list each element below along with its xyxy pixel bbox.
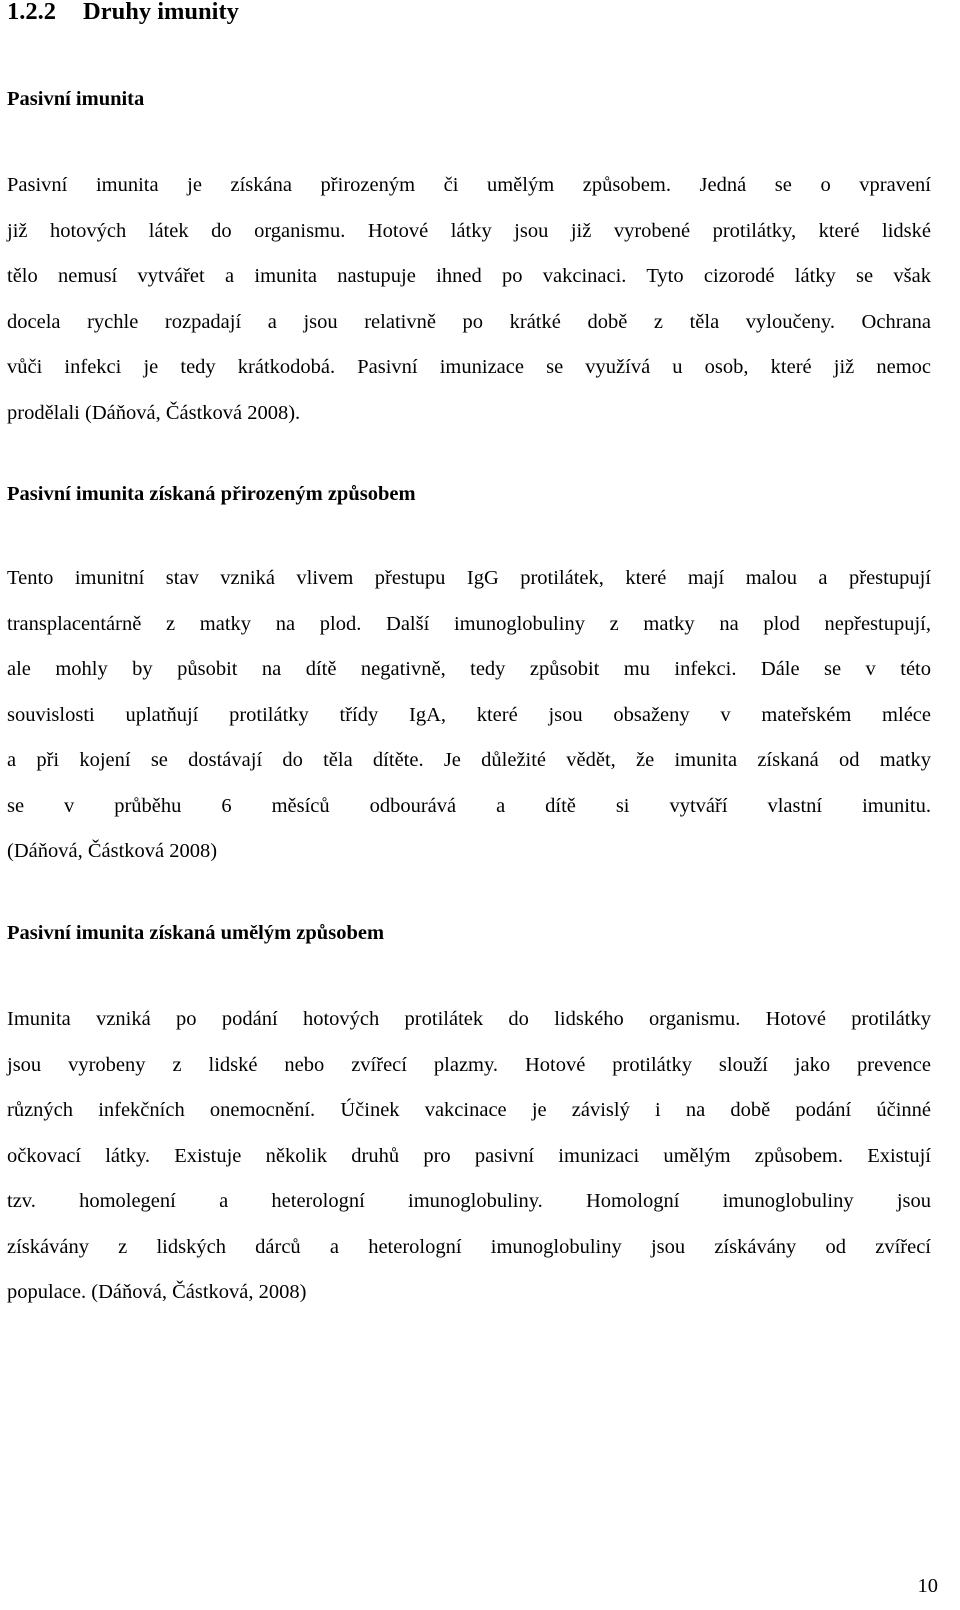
- paragraph-line: vůči infekci je tedy krátkodobá. Pasivní imunizace se využívá u osob, které již nemoc: [7, 356, 931, 378]
- paragraph-line: Tento imunitní stav vzniká vlivem přestupu IgG protilátek, které mají malou a přestupují: [7, 567, 931, 589]
- paragraph-line: různých infekčních onemocnění. Účinek vakcinace je závislý i na době podání účinné: [7, 1099, 931, 1121]
- paragraph-line: tělo nemusí vytvářet a imunita nastupuje ihned po vakcinaci. Tyto cizorodé látky se však: [7, 265, 931, 287]
- heading-passive-immunity: Pasivní imunita: [7, 88, 145, 110]
- section-number: 1.2.2: [7, 0, 56, 25]
- paragraph-line: očkovací látky. Existuje několik druhů pro pasivní imunizaci umělým způsobem. Existují: [7, 1144, 931, 1167]
- paragraph-line: se v průběhu 6 měsíců odbourává a dítě si vytváří vlastní imunitu.: [7, 794, 931, 817]
- paragraph-line: transplacentárně z matky na plod. Další imunoglobuliny z matky na plod nepřestupují,: [7, 612, 931, 635]
- heading-artificial-passive-immunity: Pasivní imunita získaná umělým způsobem: [7, 922, 385, 944]
- section-heading: [7, 0, 239, 26]
- paragraph-line: jsou vyrobeny z lidské nebo zvířecí plazmy. Hotové protilátky slouží jako prevence: [7, 1053, 931, 1076]
- paragraph-line: docela rychle rozpadají a jsou relativně po krátké době z těla vyloučeny. Ochrana: [7, 310, 931, 333]
- paragraph-artificial-passive-immunity: [7, 997, 931, 1316]
- paragraph-natural-passive-immunity: [7, 556, 931, 875]
- paragraph-line: populace. (Dáňová, Částková, 2008): [7, 1281, 307, 1303]
- paragraph-line: ale mohly by působit na dítě negativně, tedy způsobit mu infekci. Dále se v této: [7, 658, 931, 680]
- paragraph-line: získávány z lidských dárců a heterologní imunoglobuliny jsou získávány od zvířecí: [7, 1235, 931, 1258]
- paragraph-line: Imunita vzniká po podání hotových protilátek do lidského organismu. Hotové protilátky: [7, 1008, 931, 1030]
- page-number: 10: [917, 1575, 938, 1597]
- paragraph-line: (Dáňová, Částková 2008): [7, 840, 218, 862]
- paragraph-line: a při kojení se dostávají do těla dítěte. Je důležité vědět, že imunita získaná od matky: [7, 749, 931, 771]
- heading-natural-passive-immunity: Pasivní imunita získaná přirozeným způsobem: [7, 483, 416, 505]
- paragraph-line: Pasivní imunita je získána přirozeným či umělým způsobem. Jedná se o vpravení: [7, 174, 931, 196]
- paragraph-line: souvislosti uplatňují protilátky třídy IgA, které jsou obsaženy v mateřském mléce: [7, 703, 931, 726]
- paragraph-passive-immunity: [7, 163, 931, 436]
- paragraph-line: tzv. homolegení a heterologní imunoglobuliny. Homologní imunoglobuliny jsou: [7, 1190, 931, 1212]
- paragraph-line: prodělali (Dáňová, Částková 2008).: [7, 401, 301, 424]
- section-title: Druhy imunity: [83, 0, 239, 25]
- paragraph-line: již hotových látek do organismu. Hotové látky jsou již vyrobené protilátky, které lidské: [7, 219, 931, 242]
